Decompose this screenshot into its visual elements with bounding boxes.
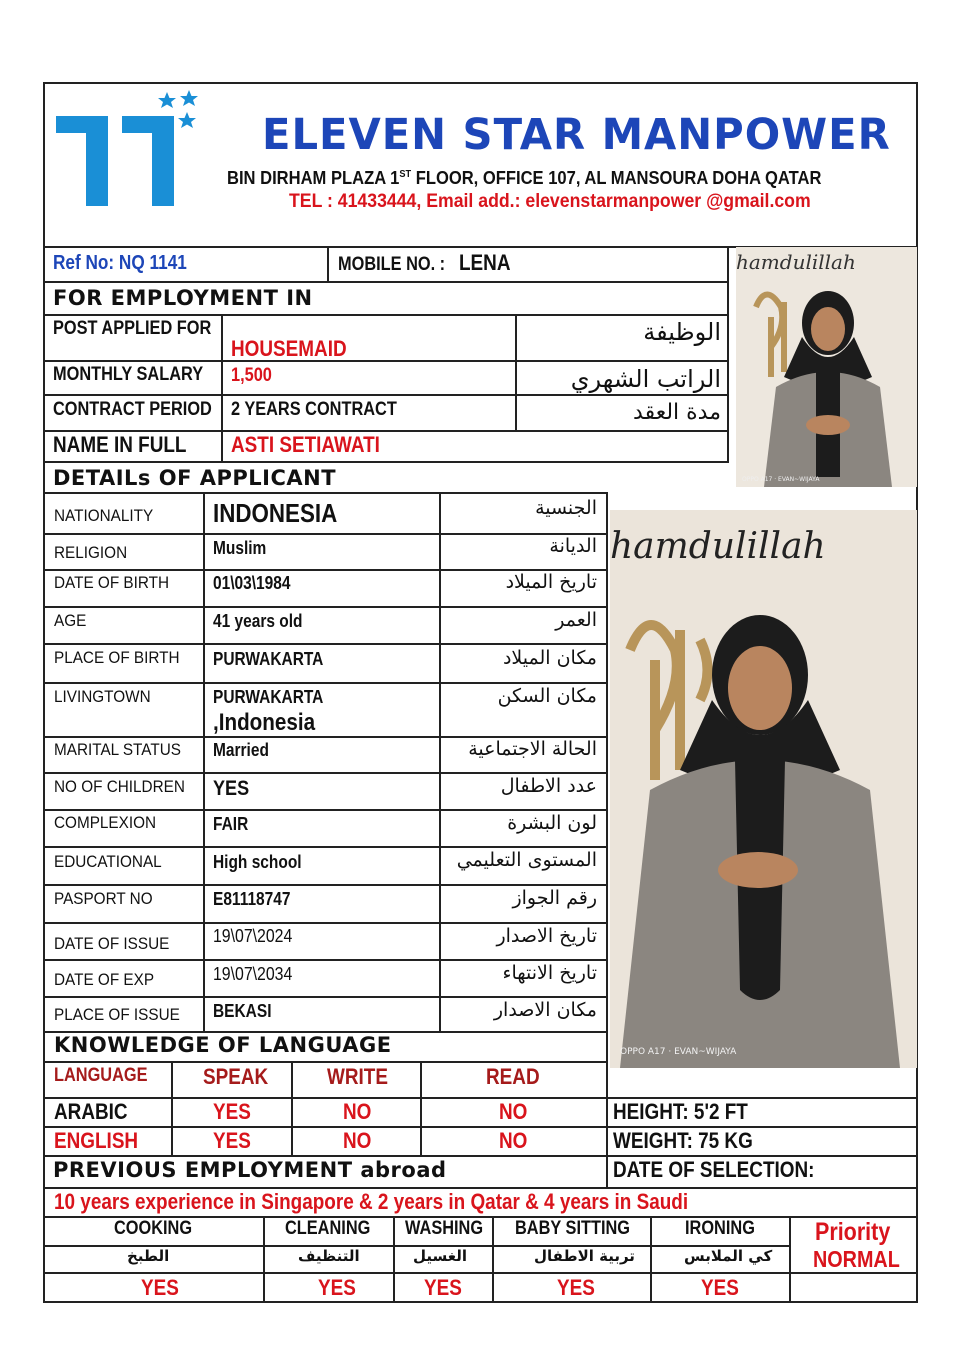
skill-babysitting-arabic: تربية الاطفال [534,1247,635,1265]
mobile-value: LENA [459,250,511,275]
children-label: NO OF CHILDREN [54,777,185,796]
skill-cooking-value: YES [141,1275,179,1300]
passport-value: E81118747 [213,889,291,909]
place-of-birth-value: PURWAKARTA [213,649,324,669]
lang-english-write: NO [343,1128,372,1153]
skill-ironing-value: YES [701,1275,739,1300]
applicant-photo-small [736,247,917,487]
livingtown-value-line2: ,Indonesia [213,709,316,736]
monthly-salary-label: MONTHLY SALARY [53,364,204,385]
language-heading: KNOWLEDGE OF LANGUAGE [54,1033,392,1057]
date-of-issue-value: 19\07\2024 [213,926,293,946]
photo-large-icon [610,510,917,1068]
skill-cooking-arabic: الطبخ [127,1247,170,1265]
date-of-issue-arabic: تاريخ الاصدار [496,925,597,947]
applicant-photo-large [610,510,917,1068]
lang-arabic-read: NO [499,1099,528,1124]
religion-arabic: الديانة [549,535,597,557]
age-value: 41 years old [213,611,303,631]
complexion-arabic: لون البشرة [507,812,597,834]
skill-ironing-label: IRONING [685,1218,755,1239]
educational-arabic: المستوى التعليمي [456,849,597,871]
skill-washing-value: YES [424,1275,462,1300]
age-arabic: العمر [555,609,597,631]
lang-english-read: NO [499,1128,528,1153]
passport-label: PASPORT NO [54,889,153,908]
monthly-salary-arabic: الراتب الشهري [570,365,721,393]
contract-period-label: CONTRACT PERIOD [53,399,212,420]
marital-status-label: MARITAL STATUS [54,740,181,759]
previous-employment-heading: PREVIOUS EMPLOYMENT abroad [53,1158,447,1182]
full-name-value: ASTI SETIAWATI [231,432,380,457]
priority-label: Priority [815,1218,891,1246]
skill-washing-arabic: الغسيل [413,1247,468,1265]
date-of-selection-label: DATE OF SELECTION: [613,1157,815,1182]
complexion-label: COMPLEXION [54,813,157,832]
ref-number: Ref No: NQ 1141 [53,252,187,274]
livingtown-arabic: مكان السكن [497,685,597,707]
photo-small-icon [736,247,917,487]
post-applied-arabic: الوظيفة [643,318,721,346]
weight-value: WEIGHT: 75 KG [613,1128,753,1153]
religion-label: RELIGION [54,543,128,562]
skill-babysitting-value: YES [557,1275,595,1300]
marital-status-value: Married [213,740,269,760]
educational-label: EDUCATIONAL [54,852,162,871]
date-of-exp-value: 19\07\2034 [213,964,293,984]
lang-english-speak: YES [213,1128,251,1153]
children-value: YES [213,777,250,800]
dob-arabic: تاريخ الميلاد [505,571,597,593]
lang-header-read: READ [486,1064,540,1089]
contract-period-arabic: مدة العقد [633,400,721,425]
logo-eleven-star-icon [52,88,212,213]
company-logo [52,88,212,213]
employment-heading: FOR EMPLOYMENT IN [53,286,313,310]
dob-value: 01\03\1984 [213,573,291,593]
age-label: AGE [54,611,87,630]
lang-header-write: WRITE [327,1064,388,1089]
monthly-salary-value: 1,500 [231,365,272,386]
place-of-birth-label: PLACE OF BIRTH [54,648,180,667]
livingtown-label: LIVINGTOWN [54,687,151,706]
passport-arabic: رقم الجواز [512,887,597,909]
skill-washing-label: WASHING [405,1218,484,1239]
contract-period-value: 2 YEARS CONTRACT [231,399,397,420]
photo-large-watermark: OPPO A17 · EVAN~WIJAYA [620,1047,737,1057]
previous-experience-text: 10 years experience in Singapore & 2 years in Qatar & 4 years in Saudi [54,1189,689,1214]
skill-ironing-arabic: كي الملابس [684,1247,773,1265]
lang-arabic-label: ARABIC [54,1099,128,1124]
post-applied-label: POST APPLIED FOR [53,318,212,339]
educational-value: High school [213,852,302,872]
religion-value: Muslim [213,538,267,558]
lang-arabic-speak: YES [213,1099,251,1124]
skill-cleaning-arabic: التنظيف [298,1247,360,1265]
photo-small-wall-text: hamdulillah [736,250,856,274]
date-of-issue-label: DATE OF ISSUE [54,934,170,953]
date-of-exp-label: DATE OF EXP [54,970,155,989]
lang-header-language: LANGUAGE [54,1065,148,1086]
place-of-issue-arabic: مكان الاصدار [493,999,597,1021]
skill-babysitting-label: BABY SITTING [515,1218,630,1239]
children-arabic: عدد الاطفال [500,775,597,797]
place-of-birth-arabic: مكان الميلاد [502,647,597,669]
company-name: ELEVEN STAR MANPOWER [262,110,891,160]
nationality-value: INDONESIA [213,498,338,528]
marital-status-arabic: الحالة الاجتماعية [468,738,597,760]
photo-small-watermark: OPPO A17 · EVAN~WIJAYA [742,476,820,483]
post-applied-value: HOUSEMAID [231,336,347,361]
mobile-label: MOBILE NO. : [338,254,446,275]
lang-header-speak: SPEAK [203,1064,269,1089]
lang-arabic-write: NO [343,1099,372,1124]
lang-english-label: ENGLISH [54,1128,139,1153]
dob-label: DATE OF BIRTH [54,573,170,592]
date-of-exp-arabic: تاريخ الانتهاء [502,962,597,984]
complexion-value: FAIR [213,814,249,834]
details-heading: DETAILs OF APPLICANT [53,466,337,490]
priority-value: NORMAL [813,1246,900,1272]
skill-cleaning-label: CLEANING [285,1218,371,1239]
company-address: BIN DIRHAM PLAZA 1ST FLOOR, OFFICE 107, AL MANSOURA DOHA QATAR [227,168,822,188]
full-name-label: NAME IN FULL [53,432,187,457]
skill-cooking-label: COOKING [114,1218,193,1239]
place-of-issue-label: PLACE OF ISSUE [54,1005,180,1024]
place-of-issue-value: BEKASI [213,1001,272,1021]
nationality-label: NATIONALITY [54,506,154,525]
photo-large-wall-text: hamdulillah [610,526,826,567]
company-contact: TEL : 41433444, Email add.: elevenstarmanpower @gmail.com [289,191,811,212]
height-value: HEIGHT: 5'2 FT [613,1099,748,1124]
skill-cleaning-value: YES [318,1275,356,1300]
nationality-arabic: الجنسية [535,497,597,519]
livingtown-value: PURWAKARTA [213,687,324,707]
